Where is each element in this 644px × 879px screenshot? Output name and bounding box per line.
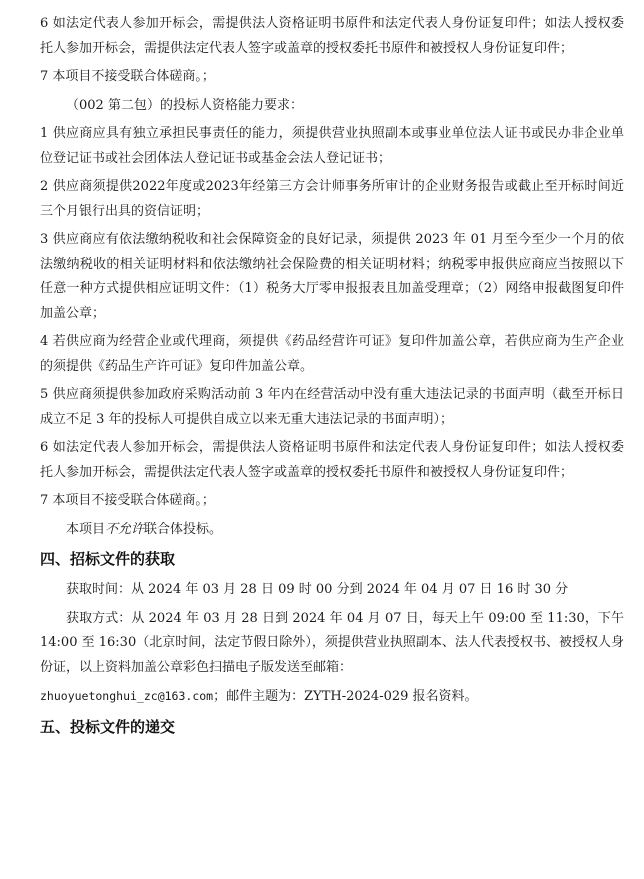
requirement-6-pkg2: 6 如法定代表人参加开标会，需提供法人资格证明书原件和法定代表人身份证复印件；如法人授权委托人参加开标会，需提供法定代表人签字或盖章的授权委托书原件和被授权人身份证复印件； (40, 440, 624, 480)
email-line (40, 684, 624, 710)
consortium-note-prefix: 本项目 (66, 521, 106, 537)
requirement-6-pkg1: 6 如法定代表人参加开标会，需提供法人资格证明书原件和法定代表人身份证复印件；如法人授权委托人参加开标会，需提供法定代表人签字或盖章的授权委托书原件和被授权人身份证复印件； (40, 16, 624, 56)
requirement-4-pkg2: 4 若供应商为经营企业或代理商，须提供《药品经营许可证》复印件加盖公章，若供应商为生产企业的须提供《药品生产许可证》复印件加盖公章。 (40, 334, 624, 374)
requirement-2-pkg2: 2 供应商须提供2022年度或2023年经第三方会计师事务所审计的企业财务报告或截止至开标时间近三个月银行出具的资信证明； (40, 179, 624, 219)
requirement-7-pkg2: 7 本项目不接受联合体磋商。； (40, 493, 215, 508)
consortium-note-emphasis: 不允许 (105, 521, 145, 537)
package-2-title: （002 第二包）的投标人资格能力要求： (66, 97, 303, 113)
section-5-heading: 五、投标文件的递交 (40, 717, 176, 736)
requirement-1-pkg2: 1 供应商应具有独立承担民事责任的能力，须提供营业执照副本或事业单位法人证书或民办非企业单位登记证书或社会团体法人登记证书或基金会法人登记证书； (40, 126, 624, 166)
acquisition-time: 获取时间：从 2024 年 03 月 28 日 09 时 00 分到 2024 年 04 月 07 日 16 时 30 分 (66, 582, 569, 597)
section-4-heading: 四、招标文件的获取 (40, 550, 176, 568)
acquisition-method: 获取方式：从 2024 年 03 月 28 日到 2024 年 04 月 07 日，每天上午 09:00 至 11:30，下午 14:00 至 16:30（北京时间，法定节假日除外），须提供营业执照副本、法人代表授权书、被授权人身份证，以上资料加盖公章彩色扫描电子版发送至邮箱： (40, 610, 624, 675)
consortium-note-suffix: 联合体投标。 (144, 521, 223, 537)
requirement-7-pkg1: 7 本项目不接受联合体磋商。； (40, 69, 215, 84)
consortium-note (40, 518, 624, 543)
requirement-3-pkg2: 3 供应商应有依法缴纳税收和社会保障资金的良好记录，须提供 2023 年 01 月至今至少一个月的依法缴纳税收的相关证明材料和依法缴纳社会保险费的相关证明材料；纳税零申报供应商应当按照以下任意一种方式提供相应证明文件：（1）税务大厅零申报报表且加盖受理章；（2）网络申报截图复印件加盖公章； (40, 232, 624, 321)
requirement-5-pkg2: 5 供应商须提供参加政府采购活动前 3 年内在经营活动中没有重大违法记录的书面声明（截至开标日成立不足 3 年的投标人可提供自成立以来无重大违法记录的书面声明）； (40, 387, 624, 427)
contact-email[interactable]: zhuoyuetonghui_zc@163.com (40, 689, 214, 703)
email-subject: ；邮件主题为：ZYTH-2024-029 报名资料。 (213, 689, 478, 704)
